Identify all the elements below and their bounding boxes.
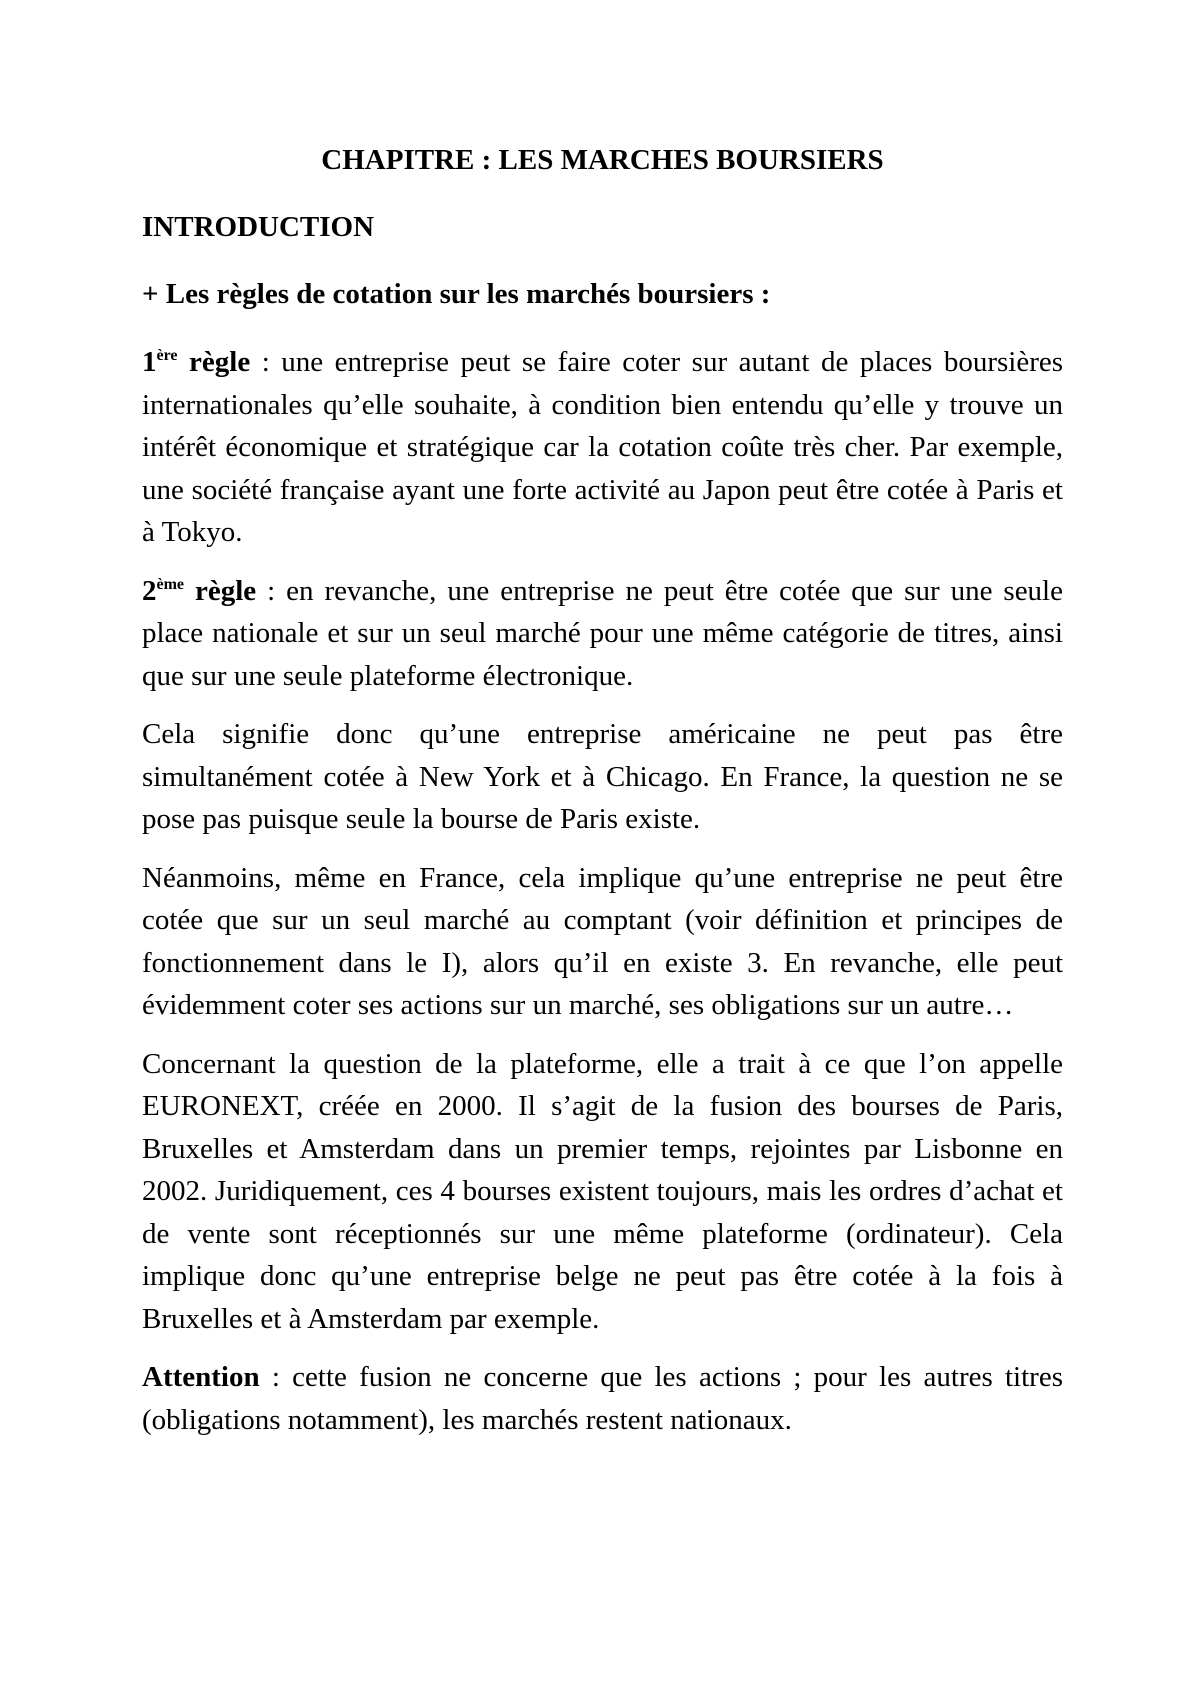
rule-1-paragraph: [142, 341, 1063, 554]
attention-text: : cette fusion ne concerne que les actions ; pour les autres titres (obligations notamment), les marchés restent nationaux.: [142, 1361, 1063, 1436]
rule-2-number: 2: [142, 574, 157, 607]
page-title: CHAPITRE : LES MARCHES BOURSIERS: [321, 144, 884, 176]
attention-label: Attention: [142, 1361, 260, 1393]
rule-2-ordinal: ème: [156, 575, 185, 593]
rule-1-ordinal: ère: [156, 347, 178, 364]
paragraph: Néanmoins, même en France, cela implique qu’une entreprise ne peut être cotée que sur un seul marché au comptant (voir définition et principes de fonctionnement dans le I), alors qu’il en existe 3. En revanche, elle peut évidemment coter ses actions sur un marché, ses obligations sur un autre…: [142, 861, 1063, 1021]
rule-2-label: règle: [184, 574, 257, 607]
attention-paragraph: [142, 1356, 1063, 1441]
rule-2-text: : en revanche, une entreprise ne peut être cotée que sur une seule place nationale et sur un seul marché pour une même catégorie de titres, ainsi que sur une seule plateforme électronique.: [142, 574, 1063, 692]
paragraph: Cela signifie donc qu’une entreprise américaine ne peut pas être simultanément cotée à New York et à Chicago. En France, la question ne se pose pas puisque seule la bourse de Paris existe.: [142, 718, 1063, 835]
subheading: + Les règles de cotation sur les marchés boursiers :: [142, 278, 771, 310]
paragraph: Concernant la question de la plateforme, elle a trait à ce que l’on appelle EURONEXT, créée en 2000. Il s’agit de la fusion des bourses de Paris, Bruxelles et Amsterdam dans un premier temps, rejointes par Lisbonne en 2002. Juridiquement, ces 4 bourses existent toujours, mais les ordres d’achat et de vente sont réceptionnés sur une même plateforme (ordinateur). Cela implique donc qu’une entreprise belge ne peut pas être cotée à la fois à Bruxelles et à Amsterdam par exemple.: [142, 1047, 1063, 1335]
rule-2-paragraph: [142, 570, 1063, 698]
section-heading: INTRODUCTION: [142, 211, 375, 243]
rule-1-label: règle: [177, 346, 251, 378]
rule-1-number: 1: [142, 346, 157, 378]
rule-1-text: : une entreprise peut se faire coter sur autant de places boursières internationales qu’elle souhaite, à condition bien entendu qu’elle y trouve un intérêt économique et stratégique car la cotation coûte très cher. Par exemple, une société française ayant une forte activité au Japon peut être cotée à Paris et à Tokyo.: [142, 346, 1064, 548]
